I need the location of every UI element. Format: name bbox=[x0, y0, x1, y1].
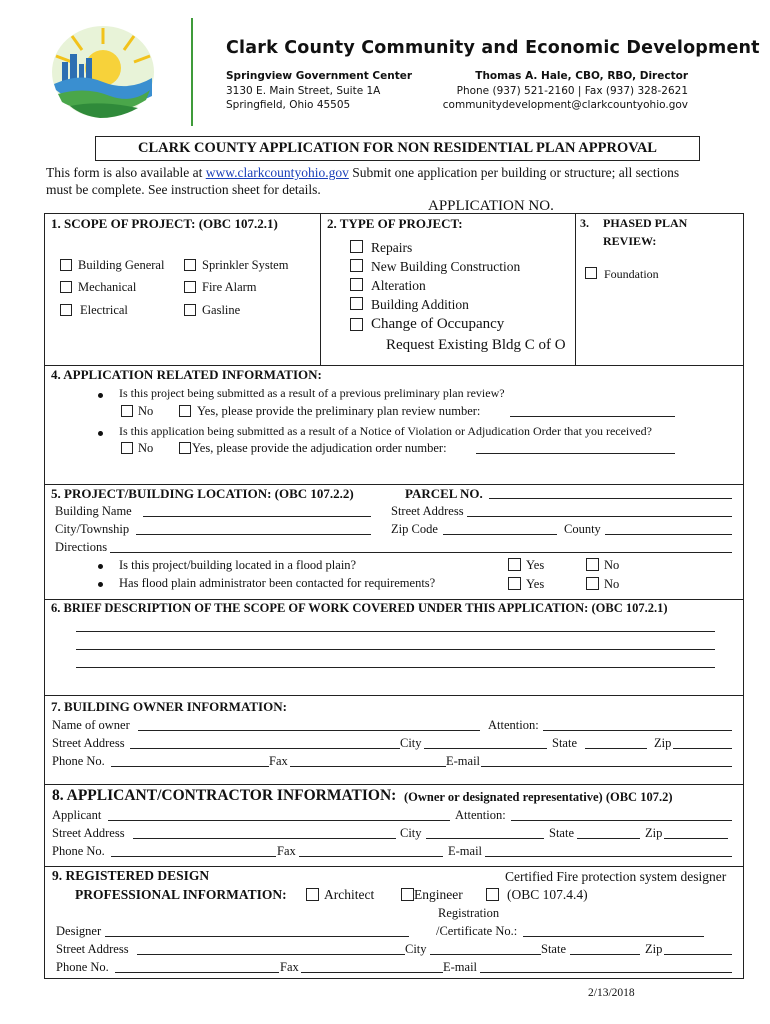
applicant-label: Applicant bbox=[52, 808, 102, 822]
applicant-attention-field[interactable] bbox=[511, 820, 732, 821]
flood-plain-question: Is this project/building located in a flood plain? bbox=[119, 558, 357, 572]
q1-no-label: No bbox=[138, 404, 154, 418]
form-title: CLARK COUNTY APPLICATION FOR NON RESIDENTIAL PLAN APPROVAL bbox=[138, 140, 657, 156]
sprinkler-system-checkbox[interactable] bbox=[184, 259, 196, 271]
q1-yes-checkbox[interactable] bbox=[179, 405, 191, 417]
applicant-phone-field[interactable] bbox=[111, 856, 276, 857]
repairs-label: Repairs bbox=[371, 240, 413, 255]
designer-zip-field[interactable] bbox=[664, 954, 732, 955]
description-line-3[interactable] bbox=[76, 667, 715, 668]
designer-phone-field[interactable] bbox=[115, 972, 279, 973]
owner-attention-label: Attention: bbox=[488, 718, 539, 732]
flood-yes-label: Yes bbox=[526, 558, 545, 572]
designer-city-field[interactable] bbox=[430, 954, 541, 955]
architect-label: Architect bbox=[324, 887, 375, 902]
alteration-label: Alteration bbox=[371, 278, 426, 293]
zip-code-label: Zip Code bbox=[391, 522, 438, 536]
flood-no-label: No bbox=[604, 558, 620, 572]
designer-street-field[interactable] bbox=[137, 954, 405, 955]
q2-yes-label: Yes, please provide the adjudication order number: bbox=[192, 441, 447, 455]
applicant-street-field[interactable] bbox=[133, 838, 396, 839]
change-occupancy-checkbox[interactable] bbox=[350, 318, 363, 331]
owner-name-label: Name of owner bbox=[52, 718, 130, 732]
parcel-number-field[interactable] bbox=[489, 498, 732, 499]
q2-yes-checkbox[interactable] bbox=[179, 442, 191, 454]
description-line-1[interactable] bbox=[76, 631, 715, 632]
applicant-email-label: E-mail bbox=[448, 844, 483, 858]
applicant-fax-label: Fax bbox=[277, 844, 296, 858]
application-no-label: APPLICATION NO. bbox=[428, 198, 554, 214]
admin-yes-checkbox[interactable] bbox=[508, 577, 521, 590]
q1-text: Is this project being submitted as a result of a previous preliminary plan review? bbox=[119, 386, 505, 400]
county-label: County bbox=[564, 522, 601, 536]
designer-state-label: State bbox=[541, 942, 566, 956]
applicant-phone-label: Phone No. bbox=[52, 844, 105, 858]
header-email: communitydevelopment@clarkcountyohio.gov bbox=[442, 99, 688, 111]
building-name-label: Building Name bbox=[55, 504, 132, 518]
section-5-title: 5. PROJECT/BUILDING LOCATION: (OBC 107.2.2) bbox=[51, 486, 354, 501]
repairs-checkbox[interactable] bbox=[350, 240, 363, 253]
applicant-fax-field[interactable] bbox=[299, 856, 443, 857]
certificate-label: /Certificate No.: bbox=[436, 924, 518, 938]
address-line-1: 3130 E. Main Street, Suite 1A bbox=[226, 85, 381, 97]
fire-designer-checkbox[interactable] bbox=[486, 888, 499, 901]
applicant-city-label: City bbox=[400, 826, 422, 840]
fire-designer-obc: (OBC 107.4.4) bbox=[507, 887, 588, 902]
city-township-label: City/Township bbox=[55, 522, 130, 536]
owner-name-field[interactable] bbox=[138, 730, 480, 731]
directions-label: Directions bbox=[55, 540, 108, 554]
owner-street-label: Street Address bbox=[52, 736, 125, 750]
flood-yes-checkbox[interactable] bbox=[508, 558, 521, 571]
section-4-title: 4. APPLICATION RELATED INFORMATION: bbox=[51, 367, 322, 382]
architect-checkbox[interactable] bbox=[306, 888, 319, 901]
flood-q-bullet bbox=[98, 564, 103, 569]
owner-city-label: City bbox=[400, 736, 422, 750]
applicant-field[interactable] bbox=[108, 820, 450, 821]
foundation-label: Foundation bbox=[604, 267, 659, 281]
logo-sun-skyline-icon bbox=[50, 24, 156, 120]
designer-street-label: Street Address bbox=[56, 942, 129, 956]
applicant-attention-label: Attention: bbox=[455, 808, 506, 822]
applicant-zip-label: Zip bbox=[645, 826, 663, 840]
new-building-checkbox[interactable] bbox=[350, 259, 363, 272]
intro-prefix: This form is also available at bbox=[46, 165, 206, 180]
alteration-checkbox[interactable] bbox=[350, 278, 363, 291]
gasline-checkbox[interactable] bbox=[184, 304, 196, 316]
designer-fax-field[interactable] bbox=[301, 972, 443, 973]
engineer-label: Engineer bbox=[414, 887, 463, 902]
owner-fax-field[interactable] bbox=[290, 766, 446, 767]
section-6-title: 6. BRIEF DESCRIPTION OF THE SCOPE OF WORK COVERED UNDER THIS APPLICATION: (OBC 107.2.1) bbox=[51, 601, 668, 615]
county-logo bbox=[50, 24, 156, 120]
applicant-state-field[interactable] bbox=[577, 838, 640, 839]
form-date: 2/13/2018 bbox=[588, 987, 635, 999]
designer-field[interactable] bbox=[105, 936, 409, 937]
adjudication-order-number-field[interactable] bbox=[476, 453, 675, 454]
owner-fax-label: Fax bbox=[269, 754, 288, 768]
applicant-email-field[interactable] bbox=[485, 856, 732, 857]
q2-text: Is this application being submitted as a result of a Notice of Violation or Adjudication Order that you received? bbox=[119, 424, 652, 438]
intro-line-1 bbox=[46, 165, 679, 181]
directions-field[interactable] bbox=[110, 552, 732, 553]
admin-no-label: No bbox=[604, 577, 620, 591]
owner-phone-label: Phone No. bbox=[52, 754, 105, 768]
admin-q-bullet bbox=[98, 582, 103, 587]
fire-alarm-label: Fire Alarm bbox=[202, 280, 257, 294]
section-3-title-2: REVIEW: bbox=[603, 234, 657, 248]
q2-no-label: No bbox=[138, 441, 154, 455]
fire-designer-title: Certified Fire protection system designer bbox=[505, 869, 727, 884]
mechanical-label: Mechanical bbox=[78, 280, 137, 294]
header-divider bbox=[191, 18, 193, 126]
owner-street-field[interactable] bbox=[130, 748, 400, 749]
electrical-checkbox[interactable] bbox=[60, 304, 72, 316]
owner-phone-field[interactable] bbox=[111, 766, 269, 767]
parcel-label: PARCEL NO. bbox=[405, 486, 483, 501]
applicant-zip-field[interactable] bbox=[664, 838, 728, 839]
designer-label: Designer bbox=[56, 924, 102, 938]
owner-email-label: E-mail bbox=[446, 754, 481, 768]
flood-no-checkbox[interactable] bbox=[586, 558, 599, 571]
owner-email-field[interactable] bbox=[481, 766, 732, 767]
gasline-label: Gasline bbox=[202, 303, 241, 317]
applicant-city-field[interactable] bbox=[426, 838, 544, 839]
section-3-number: 3. bbox=[580, 216, 589, 230]
new-building-label: New Building Construction bbox=[371, 259, 521, 274]
section-7-title: 7. BUILDING OWNER INFORMATION: bbox=[51, 699, 287, 714]
designer-state-field[interactable] bbox=[570, 954, 640, 955]
owner-attention-field[interactable] bbox=[543, 730, 732, 731]
building-addition-checkbox[interactable] bbox=[350, 297, 363, 310]
owner-state-field[interactable] bbox=[585, 748, 647, 749]
county-field[interactable] bbox=[605, 534, 732, 535]
q2-bullet bbox=[98, 431, 103, 436]
engineer-checkbox[interactable] bbox=[401, 888, 414, 901]
applicant-street-label: Street Address bbox=[52, 826, 125, 840]
owner-zip-field[interactable] bbox=[673, 748, 732, 749]
designer-email-field[interactable] bbox=[480, 972, 732, 973]
org-title: Clark County Community and Economic Development bbox=[226, 38, 760, 58]
existing-bldg-label: Request Existing Bldg C of O bbox=[386, 337, 566, 353]
building-name-field[interactable] bbox=[143, 516, 371, 517]
address-line-2: Springfield, Ohio 45505 bbox=[226, 99, 351, 111]
director-name: Thomas A. Hale, CBO, RBO, Director bbox=[475, 70, 688, 82]
intro-suffix: Submit one application per building or structure; all sections bbox=[348, 165, 680, 180]
q2-no-checkbox[interactable] bbox=[121, 442, 133, 454]
owner-city-field[interactable] bbox=[424, 748, 547, 749]
foundation-checkbox[interactable] bbox=[585, 267, 597, 279]
admin-no-checkbox[interactable] bbox=[586, 577, 599, 590]
change-occupancy-label: Change of Occupancy bbox=[371, 316, 505, 332]
q1-yes-label: Yes, please provide the preliminary plan review number: bbox=[197, 404, 481, 418]
city-township-field[interactable] bbox=[136, 534, 371, 535]
owner-state-label: State bbox=[552, 736, 577, 750]
electrical-label: Electrical bbox=[80, 303, 128, 317]
q1-bullet bbox=[98, 393, 103, 398]
section-2-title: 2. TYPE OF PROJECT: bbox=[327, 216, 463, 231]
loc-street-address-label: Street Address bbox=[391, 504, 464, 518]
flood-admin-question: Has flood plain administrator been contacted for requirements? bbox=[119, 576, 436, 590]
designer-fax-label: Fax bbox=[280, 960, 299, 974]
zip-code-field[interactable] bbox=[443, 534, 557, 535]
section-8-subtitle: (Owner or designated representative) (OBC 107.2) bbox=[404, 790, 673, 804]
mechanical-checkbox[interactable] bbox=[60, 281, 72, 293]
loc-street-address-field[interactable] bbox=[467, 516, 732, 517]
designer-zip-label: Zip bbox=[645, 942, 663, 956]
fire-alarm-checkbox[interactable] bbox=[184, 281, 196, 293]
building-addition-label: Building Addition bbox=[371, 297, 469, 312]
admin-yes-label: Yes bbox=[526, 577, 545, 591]
section-9-title-2: PROFESSIONAL INFORMATION: bbox=[75, 887, 287, 902]
section-1-2-divider bbox=[320, 213, 321, 366]
intro-line-2: must be complete. See instruction sheet for details. bbox=[46, 182, 321, 197]
section-2-3-divider bbox=[575, 213, 576, 366]
description-line-2[interactable] bbox=[76, 649, 715, 650]
center-name: Springview Government Center bbox=[226, 70, 413, 82]
phone-fax: Phone (937) 521-2160 | Fax (937) 328-2621 bbox=[456, 85, 688, 97]
section-1-title: 1. SCOPE OF PROJECT: (OBC 107.2.1) bbox=[51, 216, 278, 231]
section-9-title-1: 9. REGISTERED DESIGN bbox=[52, 868, 210, 883]
preliminary-review-number-field[interactable] bbox=[510, 416, 675, 417]
designer-email-label: E-mail bbox=[443, 960, 478, 974]
applicant-state-label: State bbox=[549, 826, 574, 840]
registration-label: Registration bbox=[438, 906, 500, 920]
q1-no-checkbox[interactable] bbox=[121, 405, 133, 417]
designer-city-label: City bbox=[405, 942, 427, 956]
sprinkler-system-label: Sprinkler System bbox=[202, 258, 289, 272]
certificate-field[interactable] bbox=[523, 936, 704, 937]
owner-zip-label: Zip bbox=[654, 736, 672, 750]
website-link[interactable]: www.clarkcountyohio.gov bbox=[205, 165, 349, 180]
section-8-title: 8. APPLICANT/CONTRACTOR INFORMATION: bbox=[52, 787, 397, 804]
building-general-label: Building General bbox=[78, 258, 165, 272]
section-3-title-1: PHASED PLAN bbox=[603, 216, 688, 230]
building-general-checkbox[interactable] bbox=[60, 259, 72, 271]
designer-phone-label: Phone No. bbox=[56, 960, 109, 974]
